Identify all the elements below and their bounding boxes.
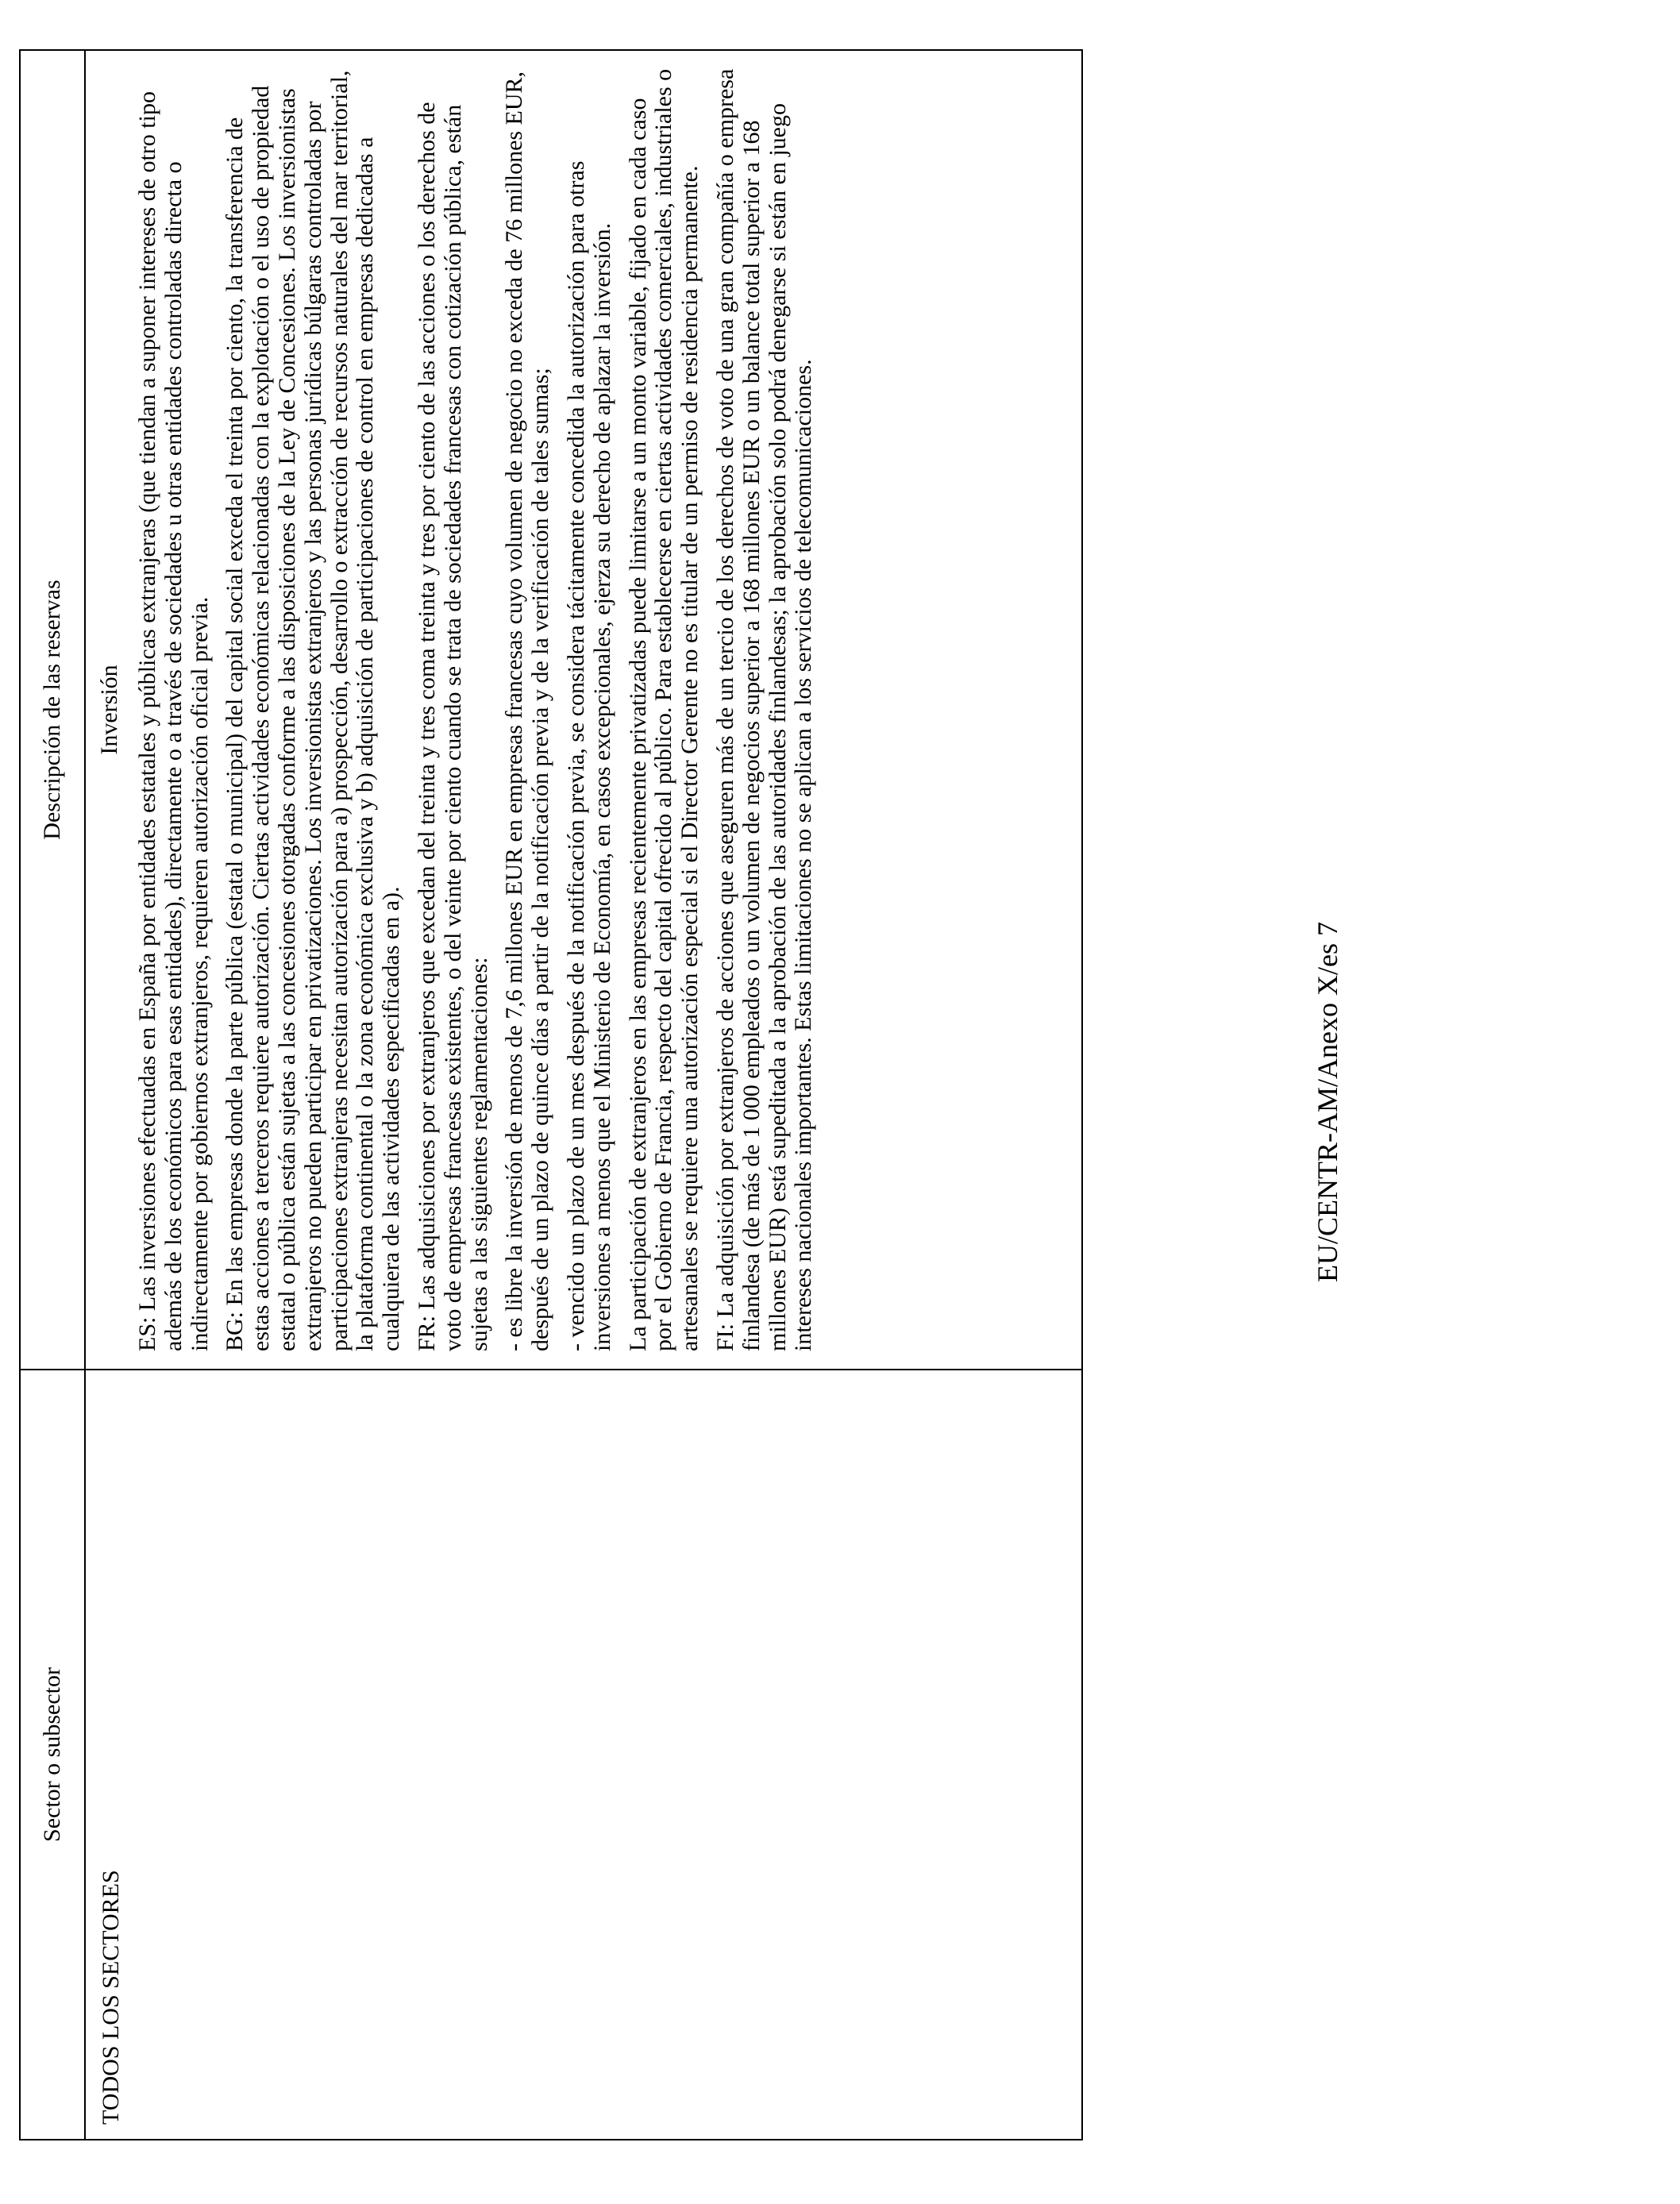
paragraph-fr: FR: Las adquisiciones por extranjeros que excedan del treinta y tres coma treinta y tres por ciento de las acciones o los derechos de voto de empresas francesas existentes, o del veinte por ciento cuando se trata de sociedades francesas con cotización pública, están sujetas a las siguientes reglamentaciones: [413, 102, 492, 1351]
paragraph-fr-item-1: - es libre la inversión de menos de 7,6 millones EUR en empresas francesas cuyo volumen de negocio no exceda de 76 millones EUR, después de un plazo de quince días a partir de la notificación previa y de la verificación de tales sumas; [501, 71, 554, 1351]
header-description: Descripción de las reservas [20, 50, 85, 1370]
table-row [85, 50, 1082, 2140]
reservations-table [19, 49, 1083, 2140]
table-header-row [20, 50, 85, 2140]
header-sector: Sector o subsector [20, 1370, 85, 2140]
description-cell [85, 50, 1082, 1370]
paragraph-fr-item-2: - vencido un plazo de un mes después de la notificación previa, se considera tácitamente concedida la autorización para otras inversiones a menos que el Ministerio de Economía, en casos excepcionales, ejerza su derecho de aplazar la inversión. [562, 160, 615, 1351]
paragraph-fr-privatized: La participación de extranjeros en las empresas recientemente privatizadas puede limitarse a un monto variable, fijado en cada caso por el Gobierno de Francia, respecto del capital ofrecido al público. Para establecerse en ciertas actividades comerciales, industriales o artesanales se requiere una autorización especial si el Director Gerente no es titular de un permiso de residencia permanente. [624, 68, 703, 1351]
section-heading: Inversión [96, 665, 122, 755]
sector-cell: TODOS LOS SECTORES [85, 1370, 1082, 2140]
paragraph-es: ES: Las inversiones efectuadas en España por entidades estatales y públicas extranjeras (que tiendan a suponer intereses de otro tipo además de los económicos para esas entidades), directamente o a través de sociedades u otras entidades controladas directa o indirectamente por gobiernos extranjeros, requieren autorización oficial previa. [134, 91, 213, 1351]
document-code: EU/CENTR-AM/Anexo X/es 7 [1312, 922, 1343, 1282]
paragraph-fi: FI: La adquisición por extranjeros de acciones que aseguren más de un tercio de los derechos de voto de una gran compañía o empresa finlandesa (de más de 1 000 empleados o un volumen de negocios superior a 168 millones EUR o un balance total superior a 168 millones EUR) está supeditada a la aprobación de las autoridades finlandesas; la aprobación solo podrá denegarse si están en juego intereses nacionales importantes. Estas limitaciones no se aplican a los servicios de telecomunicaciones. [711, 68, 817, 1351]
paragraph-bg: BG: En las empresas donde la parte pública (estatal o municipal) del capital social exceda el treinta por ciento, la transferencia de estas acciones a terceros requiere autorización. Ciertas actividades económicas relacionadas con la explotación o el uso de propiedad estatal o pública están sujetas a las concesiones otorgadas conforme a las disposiciones de la Ley de Concesiones. Los inversionistas extranjeros no pueden participar en privatizaciones. Los inversionistas extranjeros y las personas jurídicas búlgaras controladas por participaciones extranjeras necesitan autorización para a) prospección, desarrollo o extracción de recursos naturales del mar territorial, la plataforma continental o la zona económica exclusiva y b) adquisición de participaciones de control en empresas dedicadas a cualquiera de las actividades especificadas en a). [222, 70, 405, 1351]
